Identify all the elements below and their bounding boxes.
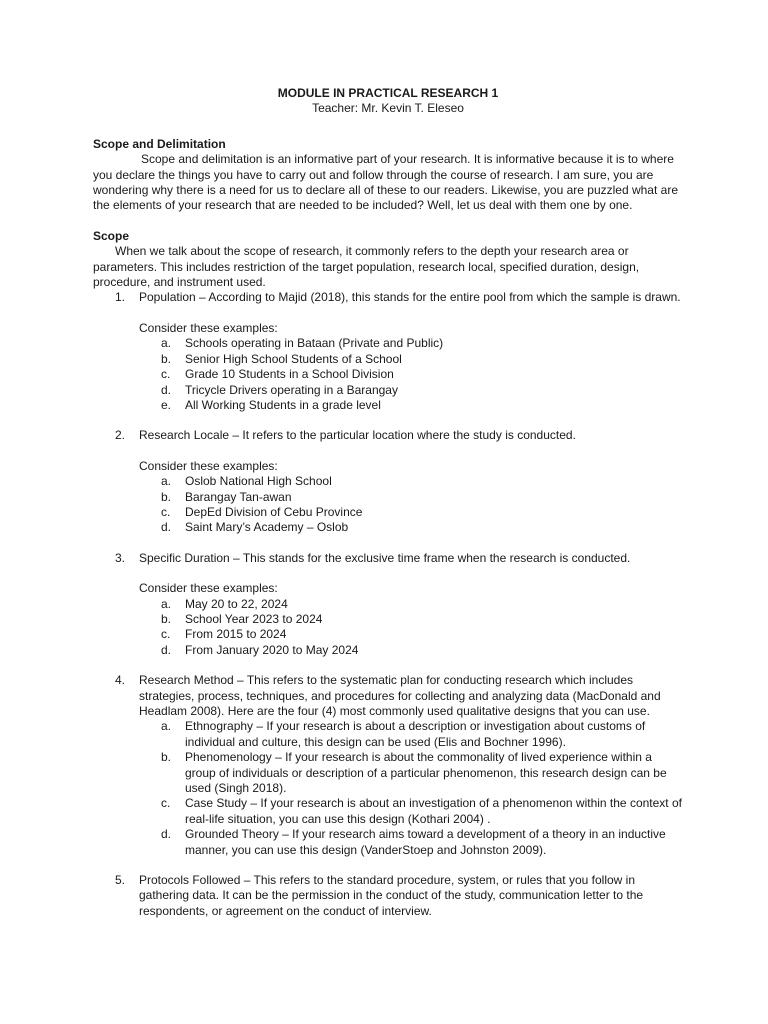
item-text: Protocols Followed – This refers to the standard procedure, system, or rules that you follow in gathering data. It can be the permission in the conduct of the study, communication letter to the respondents, or agreement on the conduct of interview.	[139, 873, 644, 918]
example-item	[139, 520, 683, 535]
example-item	[139, 627, 683, 642]
item-number: 1.	[115, 290, 126, 305]
example-letter: d.	[161, 520, 172, 535]
example-letter: a.	[161, 336, 172, 351]
list-item-population	[93, 290, 683, 428]
item-text: Specific Duration – This stands for the exclusive time frame when the research is conducted.	[139, 550, 631, 565]
document-header	[93, 86, 683, 117]
example-text: Barangay Tan-awan	[185, 489, 292, 504]
scope-delimitation-paragraph: Scope and delimitation is an informative part of your research. It is informative because it is to where you declare the things you have to carry out and follow through the course of research. I am sure, you are wondering why there is a need for us to declare all of these to our readers. Likewise, you are puzzled what are the elements of your research that are needed to be included? Well, let us deal with them one by one.	[93, 152, 678, 213]
design-item	[139, 827, 683, 858]
example-item	[139, 643, 683, 658]
example-letter: e.	[161, 397, 172, 412]
item-number: 3.	[115, 550, 126, 565]
example-letter: b.	[161, 489, 172, 504]
example-letter: a.	[161, 596, 172, 611]
example-text: Senior High School Students of a School	[185, 351, 402, 366]
example-item	[139, 367, 683, 382]
example-text: May 20 to 22, 2024	[185, 596, 288, 611]
example-text: DepEd Division of Cebu Province	[185, 504, 363, 519]
document-content	[93, 86, 683, 919]
design-letter: b.	[161, 750, 172, 765]
example-text: Saint Mary’s Academy – Oslob	[185, 520, 349, 535]
example-text: All Working Students in a grade level	[185, 397, 381, 412]
example-letter: d.	[161, 382, 172, 397]
teacher-line: Teacher: Mr. Kevin T. Eleseo	[312, 101, 464, 116]
item-text: Research Locale – It refers to the particular location where the study is conducted.	[139, 428, 576, 443]
examples-intro: Consider these examples:	[139, 320, 278, 335]
design-item	[139, 719, 683, 750]
example-item	[139, 336, 683, 351]
example-text: School Year 2023 to 2024	[185, 611, 323, 626]
example-item	[139, 474, 683, 489]
example-item	[139, 612, 683, 627]
examples-intro: Consider these examples:	[139, 581, 278, 596]
examples-list	[139, 474, 683, 536]
example-text: Oslob National High School	[185, 474, 332, 489]
scope-paragraph: When we talk about the scope of research, it commonly refers to the depth your research area or parameters. This includes restriction of the target population, research local, specified duration, design, procedure, and instrument used.	[93, 244, 640, 290]
scope-heading: Scope	[93, 228, 130, 243]
examples-intro: Consider these examples:	[139, 458, 278, 473]
example-item	[139, 398, 683, 413]
example-letter: a.	[161, 474, 172, 489]
examples-list	[139, 597, 683, 659]
module-title: MODULE IN PRACTICAL RESEARCH 1	[277, 86, 499, 100]
design-item	[139, 796, 683, 827]
example-letter: c.	[161, 627, 171, 642]
item-number: 5.	[115, 873, 126, 888]
example-item	[139, 383, 683, 398]
design-text: Ethnography – If your research is about a description or investigation about customs of individual and culture, this design can be used (Elis and Bochner 1996).	[185, 719, 646, 749]
example-text: Grade 10 Students in a School Division	[185, 367, 394, 382]
example-item	[139, 505, 683, 520]
list-item-research-method	[93, 673, 683, 873]
example-letter: b.	[161, 611, 172, 626]
designs-list	[139, 719, 683, 858]
design-letter: a.	[161, 719, 172, 734]
list-item-research-locale	[93, 428, 683, 550]
scope-delimitation-heading: Scope and Delimitation	[93, 136, 226, 151]
design-text: Grounded Theory – If your research aims toward a development of a theory in an inductive manner, you can use this design (VanderStoep and Johnston 2009).	[185, 827, 666, 857]
scope-elements-list	[93, 290, 683, 919]
example-item	[139, 352, 683, 367]
list-item-protocols-followed	[93, 873, 683, 919]
example-item	[139, 490, 683, 505]
design-text: Phenomenology – If your research is about the commonality of lived experience within a group of individuals or description of a particular phenomenon, this research design can be used (Singh 2018).	[185, 750, 667, 796]
list-item-specific-duration	[93, 551, 683, 673]
example-letter: c.	[161, 367, 171, 382]
item-number: 2.	[115, 428, 126, 443]
example-text: Schools operating in Bataan (Private and Public)	[185, 336, 444, 351]
examples-list	[139, 336, 683, 413]
design-text: Case Study – If your research is about an investigation of a phenomenon within the context of real-life situation, you can use this design (Kothari 2004) .	[185, 796, 682, 826]
example-text: From January 2020 to May 2024	[185, 642, 359, 657]
item-text: Population – According to Majid (2018), this stands for the entire pool from which the sample is drawn.	[139, 290, 681, 305]
item-text: Research Method – This refers to the systematic plan for conducting research which includes strategies, process, techniques, and procedures for collecting and analyzing data (MacDonald and Headlam 2008). Here are the four (4) most commonly used qualitative designs that you can use.	[139, 673, 661, 718]
example-letter: d.	[161, 642, 172, 657]
example-letter: c.	[161, 504, 171, 519]
design-letter: d.	[161, 827, 172, 842]
example-text: Tricycle Drivers operating in a Barangay	[185, 382, 398, 397]
example-letter: b.	[161, 351, 172, 366]
design-letter: c.	[161, 796, 171, 811]
example-text: From 2015 to 2024	[185, 627, 287, 642]
design-item	[139, 750, 683, 796]
item-number: 4.	[115, 673, 126, 688]
example-item	[139, 597, 683, 612]
